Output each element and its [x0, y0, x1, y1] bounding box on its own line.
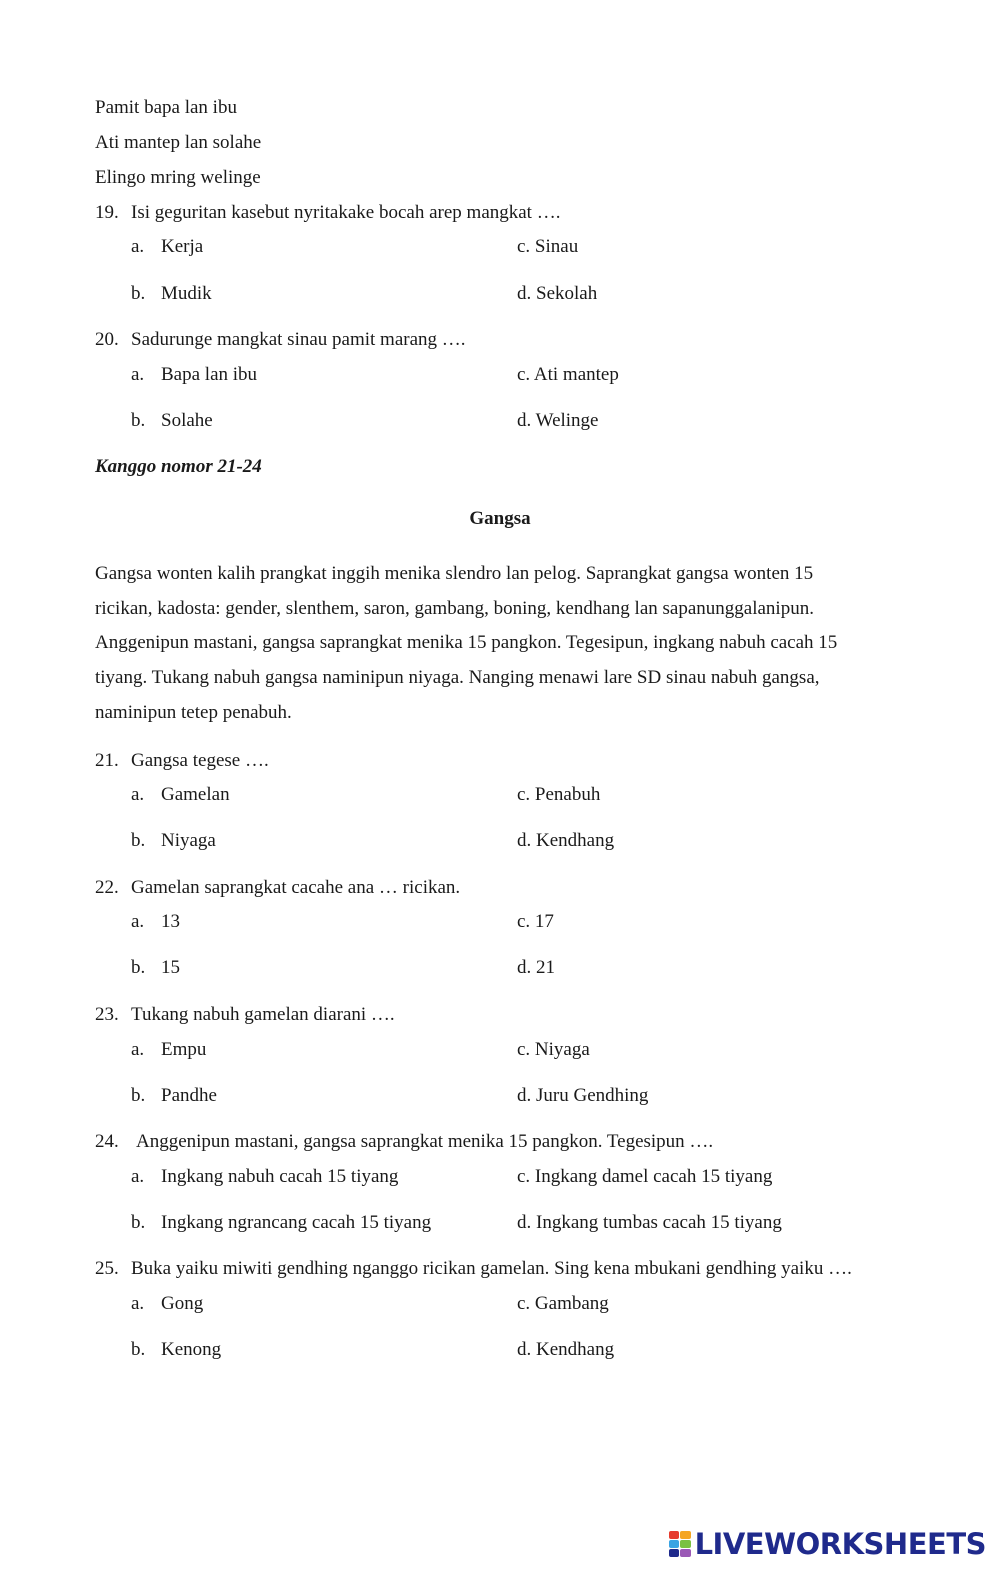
question-text: Gangsa tegese …. — [131, 750, 269, 771]
option-c[interactable]: c. Sinau — [517, 236, 579, 257]
question-text: Anggenipun mastani, gangsa saprangkat menika 15 pangkon. Tegesipun …. — [136, 1131, 714, 1152]
option-b-letter: b. — [131, 1085, 146, 1106]
poem-line-3: Elingo mring welinge — [95, 167, 261, 188]
option-a[interactable]: 13 — [161, 911, 180, 932]
question-number: 20. — [95, 329, 119, 350]
option-c[interactable]: c. Penabuh — [517, 784, 601, 805]
option-b-letter: b. — [131, 410, 146, 431]
option-a[interactable]: Kerja — [161, 236, 204, 257]
option-a-letter: a. — [131, 236, 145, 257]
section-label: Kanggo nomor 21-24 — [95, 456, 262, 477]
question-text: Isi geguritan kasebut nyritakake bocah arep mangkat …. — [131, 202, 561, 223]
option-d[interactable]: d. Ingkang tumbas cacah 15 tiyang — [517, 1212, 782, 1233]
question-text: Tukang nabuh gamelan diarani …. — [131, 1004, 395, 1025]
reading-title: Gangsa — [469, 508, 531, 529]
reading-line: naminipun tetep penabuh. — [95, 701, 292, 723]
option-a-letter: a. — [131, 1166, 145, 1187]
reading-line: tiyang. Tukang nabuh gangsa naminipun niyaga. Nanging menawi lare SD sinau nabuh gangsa, — [95, 667, 820, 689]
option-b[interactable]: Kenong — [161, 1339, 222, 1360]
option-c[interactable]: c. Gambang — [517, 1293, 609, 1314]
option-d[interactable]: d. Juru Gendhing — [517, 1085, 649, 1106]
option-a-letter: a. — [131, 1039, 145, 1060]
option-b[interactable]: Pandhe — [161, 1085, 217, 1106]
question-text: Sadurunge mangkat sinau pamit marang …. — [131, 329, 466, 350]
option-c[interactable]: c. Ati mantep — [517, 364, 619, 385]
liveworksheets-logo[interactable] — [669, 1528, 986, 1560]
question-text: Gamelan saprangkat cacahe ana … ricikan. — [131, 877, 461, 898]
option-b[interactable]: Solahe — [161, 410, 213, 431]
logo-block — [669, 1549, 680, 1557]
reading-line: ricikan, kadosta: gender, slenthem, saron, gambang, boning, kendhang lan sapanunggalanipun. — [95, 597, 814, 619]
option-d[interactable]: d. Sekolah — [517, 283, 598, 304]
option-a-letter: a. — [131, 911, 145, 932]
option-a[interactable]: Empu — [161, 1039, 207, 1060]
option-b-letter: b. — [131, 1339, 146, 1360]
option-d[interactable]: d. Kendhang — [517, 1339, 615, 1360]
logo-block — [680, 1549, 691, 1557]
option-b[interactable]: Niyaga — [161, 830, 216, 851]
question-number: 22. — [95, 877, 119, 898]
reading-paragraph — [95, 557, 905, 731]
option-c[interactable]: c. Ingkang damel cacah 15 tiyang — [517, 1166, 773, 1187]
logo-block — [669, 1540, 680, 1548]
option-b-letter: b. — [131, 283, 146, 304]
option-d[interactable]: d. 21 — [517, 957, 555, 978]
question-number: 24. — [95, 1131, 119, 1152]
option-d[interactable]: d. Kendhang — [517, 830, 615, 851]
logo-text: LIVEWORKSHEETS — [694, 1527, 986, 1561]
option-c[interactable]: c. Niyaga — [517, 1039, 590, 1060]
option-d[interactable]: d. Welinge — [517, 410, 599, 431]
question-number: 19. — [95, 202, 119, 223]
option-c[interactable]: c. 17 — [517, 911, 554, 932]
poem-line-2: Ati mantep lan solahe — [95, 132, 262, 153]
poem-line-1: Pamit bapa lan ibu — [95, 97, 237, 118]
option-a[interactable]: Gong — [161, 1293, 204, 1314]
option-b-letter: b. — [131, 957, 146, 978]
logo-block — [669, 1531, 680, 1539]
option-a[interactable]: Ingkang nabuh cacah 15 tiyang — [161, 1166, 399, 1187]
option-a[interactable]: Gamelan — [161, 784, 230, 805]
liveworksheets-logo-icon — [669, 1531, 691, 1557]
option-b[interactable]: Mudik — [161, 283, 212, 304]
logo-block — [680, 1531, 691, 1539]
question-text: Buka yaiku miwiti gendhing nganggo ricikan gamelan. Sing kena mbukani gendhing yaiku …. — [131, 1258, 852, 1279]
option-a-letter: a. — [131, 364, 145, 385]
logo-block — [680, 1540, 691, 1548]
option-b[interactable]: Ingkang ngrancang cacah 15 tiyang — [161, 1212, 432, 1233]
question-number: 23. — [95, 1004, 119, 1025]
option-b-letter: b. — [131, 830, 146, 851]
reading-line: Gangsa wonten kalih prangkat inggih menika slendro lan pelog. Saprangkat gangsa wonten 15 — [95, 563, 814, 584]
option-a-letter: a. — [131, 1293, 145, 1314]
question-number: 21. — [95, 750, 119, 771]
option-a[interactable]: Bapa lan ibu — [161, 364, 258, 385]
option-b[interactable]: 15 — [161, 957, 180, 978]
reading-line: Anggenipun mastani, gangsa saprangkat menika 15 pangkon. Tegesipun, ingkang nabuh cacah 15 — [95, 632, 838, 654]
question-number: 25. — [95, 1258, 119, 1279]
option-b-letter: b. — [131, 1212, 146, 1233]
option-a-letter: a. — [131, 784, 145, 805]
